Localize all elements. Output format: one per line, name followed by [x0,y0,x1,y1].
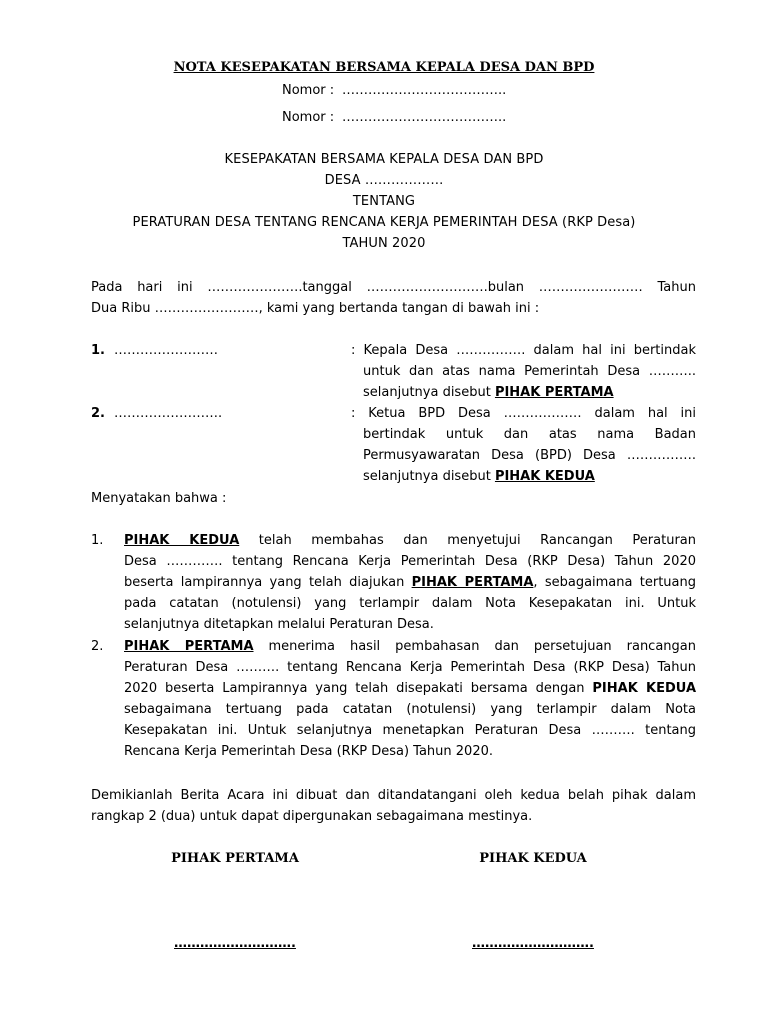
item-2-number: 2. [91,639,104,654]
signature-line-pihak-kedua: ………………………. [472,936,594,951]
party-2-line-4: selanjutnya disebut PIHAK KEDUA [363,469,595,484]
item-1-line-5: selanjutnya ditetapkan melalui Peraturan Desa. [124,617,434,632]
party-2-number: 2. [91,406,105,421]
heading-line-2: DESA ……………… [324,173,444,188]
item-2-line-1: PIHAK PERTAMA menerima hasil pembahasan dan persetujuan rancangan [124,639,696,654]
opening-line-2: Dua Ribu ……………………, kami yang bertanda tangan di bawah ini : [91,301,540,316]
party-2-line-3: Permusyawaratan Desa (BPD) Desa ……………. [363,448,696,463]
party-1-line-2: untuk dan atas nama Pemerintah Desa ……….. [363,364,696,379]
heading-line-5: TAHUN 2020 [342,236,426,251]
nomor-dots-2: ……………………………….. [342,110,507,125]
signature-line-pihak-pertama: ………………………. [174,936,296,951]
item-1-line-4: pada catatan (notulensi) yang terlampir dalam Nota Kesepakatan ini. Untuk [124,596,696,611]
opening-line-1: Pada hari ini ………………….tanggal ……………………….bulan …………………… Tahun [91,280,696,295]
party-1-line-3: selanjutnya disebut PIHAK PERTAMA [363,385,614,400]
item-2-line-3: 2020 beserta Lampirannya yang telah disepakati bersama dengan PIHAK KEDUA [124,681,697,696]
party-2-line-1: : Ketua BPD Desa ……………… dalam hal ini [351,406,696,421]
item-1-line-2: Desa …………. tentang Rencana Kerja Pemerintah Desa (RKP Desa) Tahun 2020 [124,554,696,569]
heading-line-3: TENTANG [352,194,416,209]
closing-line-2: rangkap 2 (dua) untuk dapat dipergunakan sebagaimana mestinya. [91,809,533,824]
item-2-line-5: Kesepakatan ini. Untuk selanjutnya menetapkan Peraturan Desa ………. tentang [124,723,696,738]
party-2-dots: ……………………. [114,406,223,421]
item-1-line-1: PIHAK KEDUA telah membahas dan menyetujui Rancangan Peraturan [124,533,696,548]
signature-label-pihak-pertama: PIHAK PERTAMA [171,851,299,866]
heading-line-4: PERATURAN DESA TENTANG RENCANA KERJA PEMERINTAH DESA (RKP Desa) [132,215,636,230]
nomor-dots-1: ……………………………….. [342,83,507,98]
pihak-pertama-label: PIHAK PERTAMA [494,385,614,400]
party-2-line-2: bertindak untuk dan atas nama Badan [363,427,696,442]
party-1-line-1: : Kepala Desa ……………. dalam hal ini bertindak [351,343,696,358]
closing-line-1: Demikianlah Berita Acara ini dibuat dan ditandatangani oleh kedua belah pihak dalam [91,788,696,803]
item-2-line-4: sebagaimana tertuang pada catatan (notulensi) yang terlampir dalam Nota [124,702,696,717]
heading-line-1: KESEPAKATAN BERSAMA KEPALA DESA DAN BPD [224,152,544,167]
item-2-line-6: Rencana Kerja Pemerintah Desa (RKP Desa) Tahun 2020. [124,744,493,759]
document-title: NOTA KESEPAKATAN BERSAMA KEPALA DESA DAN BPD [173,60,595,75]
party-1-number: 1. [91,343,105,358]
item-2-line-2: Peraturan Desa ………. tentang Rencana Kerja Pemerintah Desa (RKP Desa) Tahun [124,660,696,675]
statement-text: Menyatakan bahwa : [91,491,227,506]
nomor-label-1: Nomor : [282,83,335,98]
signature-label-pihak-kedua: PIHAK KEDUA [479,851,587,866]
item-1-line-3: beserta lampirannya yang telah diajukan PIHAK PERTAMA, sebagaimana tertuang [124,575,696,590]
party-1-dots: …………………… [114,343,218,358]
nomor-label-2: Nomor : [282,110,335,125]
pihak-kedua-label: PIHAK KEDUA [494,469,595,484]
item-1-number: 1. [91,533,104,548]
